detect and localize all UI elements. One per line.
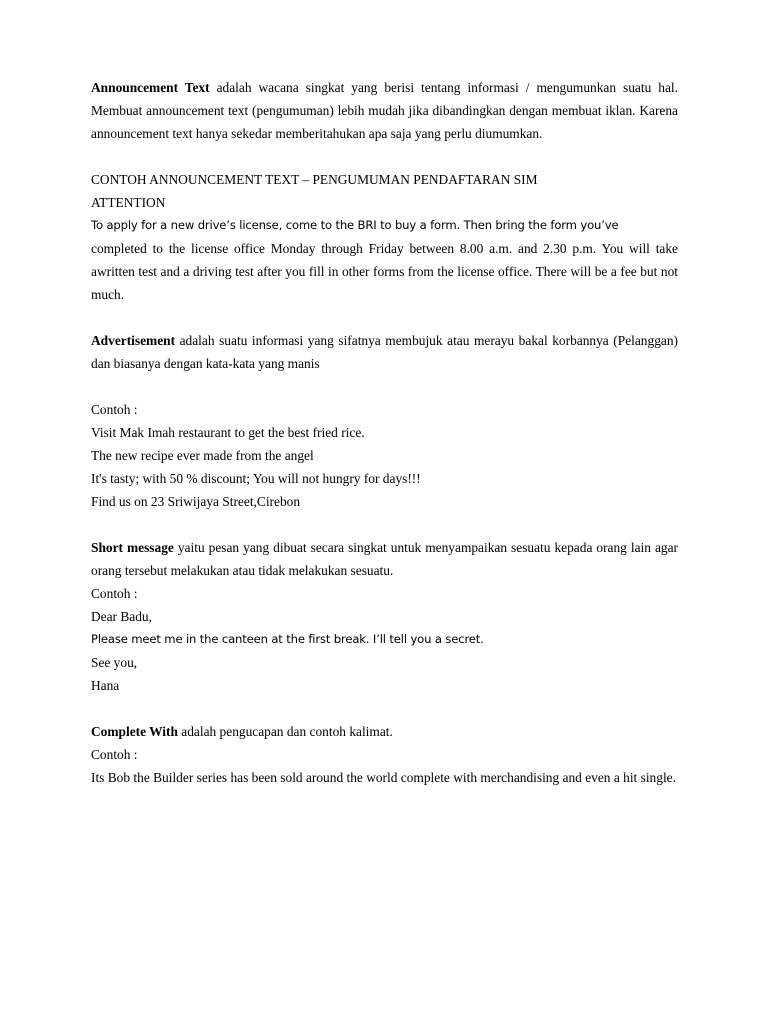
spacer	[91, 306, 678, 329]
announcement-body: completed to the license office Monday through Friday between 8.00 a.m. and 2.30 p.m. You will take awritten test and a driving test after you fill in other forms from the license office. There will be a fee but not much.	[91, 241, 678, 302]
advertisement-line: Visit Mak Imah restaurant to get the best fried rice.	[91, 425, 365, 440]
advertisement-definition	[91, 329, 678, 375]
complete-with-term: Complete With	[91, 724, 178, 739]
short-message-signature: Hana	[91, 678, 120, 693]
short-message-greeting: Dear Badu,	[91, 609, 152, 624]
spacer	[91, 513, 678, 536]
advertisement-line: It's tasty; with 50 % discount; You will not hungry for days!!!	[91, 471, 421, 486]
short-message-closing: See you,	[91, 655, 138, 670]
spacer	[91, 145, 678, 168]
short-message-body: Please meet me in the canteen at the first break. I’ll tell you a secret.	[91, 632, 484, 646]
complete-with-example-text: Its Bob the Builder series has been sold around the world complete with merchandising and even a hit single.	[91, 770, 676, 785]
advertisement-example-label: Contoh :	[91, 402, 138, 417]
advertisement-line: Find us on 23 Sriwijaya Street,Cirebon	[91, 494, 301, 509]
spacer	[91, 375, 678, 398]
advertisement-line: The new recipe ever made from the angel	[91, 448, 314, 463]
short-message-definition-text: yaitu pesan yang dibuat secara singkat untuk menyampaikan sesuatu kepada orang lain agar orang tersebut melakukan atau tidak melakukan sesuatu.	[91, 540, 679, 578]
complete-with-definition-text: adalah pengucapan dan contoh kalimat.	[177, 724, 393, 739]
announcement-definition-text: adalah wacana singkat yang berisi tentang informasi / mengumunkan suatu hal. Membuat announcement text (pengumuman) lebih mudah jika dibandingkan dengan membuat iklan. Karena announcement text hanya sekedar memberitahukan apa saja yang perlu diumumkan.	[91, 80, 678, 141]
attention-heading: ATTENTION	[91, 195, 166, 210]
document-body	[91, 76, 678, 789]
complete-with-example-label: Contoh :	[91, 747, 138, 762]
short-message-definition	[91, 536, 678, 582]
short-message-term: Short message	[91, 540, 174, 555]
short-message-example-label: Contoh :	[91, 586, 138, 601]
spacer	[91, 697, 678, 720]
complete-with-definition	[91, 720, 678, 743]
announcement-term: Announcement Text	[91, 80, 210, 95]
announcement-definition	[91, 76, 678, 145]
advertisement-definition-text: adalah suatu informasi yang sifatnya membujuk atau merayu bakal korbannya (Pelanggan) dan biasanya dengan kata-kata yang manis	[91, 333, 678, 371]
example-heading: CONTOH ANNOUNCEMENT TEXT – PENGUMUMAN PENDAFTARAN SIM	[91, 172, 538, 187]
advertisement-term: Advertisement	[91, 333, 176, 348]
announcement-body-first-line: To apply for a new drive’s license, come to the BRI to buy a form. Then bring the form you’ve	[91, 218, 619, 232]
